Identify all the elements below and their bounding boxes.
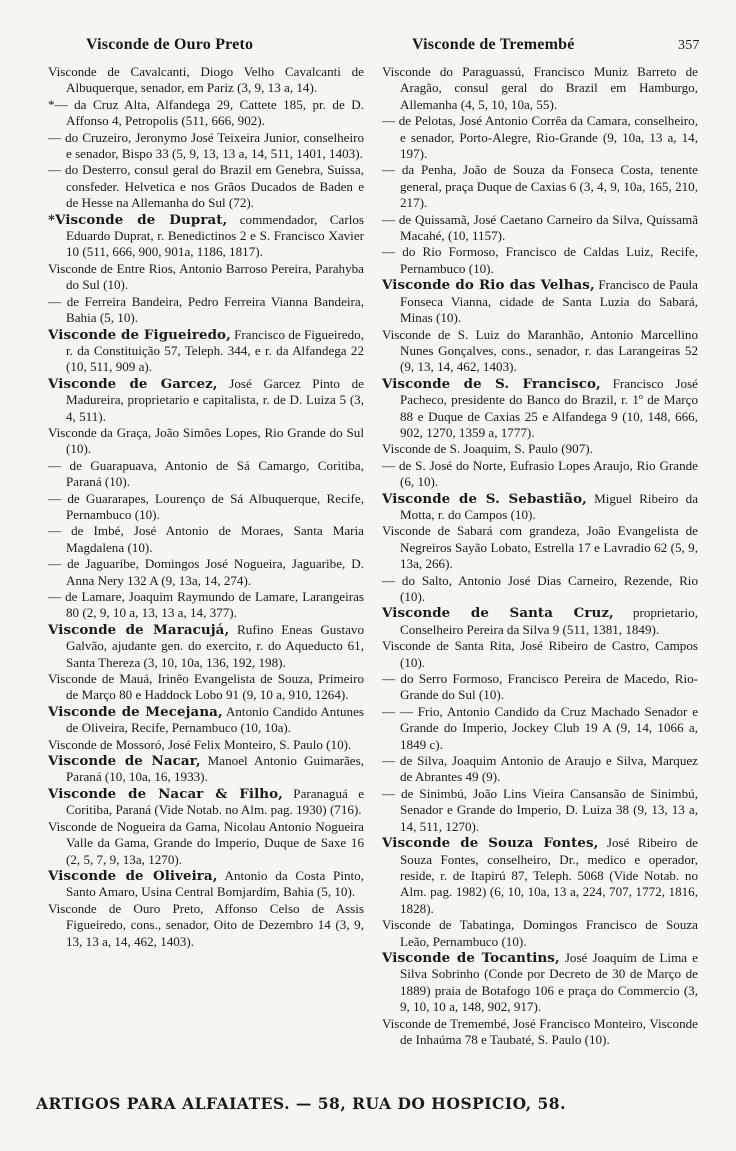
directory-entry <box>48 327 364 376</box>
entry-name: Visconde de Nacar, <box>48 753 201 770</box>
entry-text: Miguel Ribeiro da Motta, r. do Campos (10). <box>400 490 699 522</box>
entry-text: Visconde de Tremembé, José Francisco Monteiro, Visconde de Inhaúma 78 e Taubaté, S. Paulo (10). <box>382 1015 698 1047</box>
entry-text: José Garcez Pinto de Madureira, proprietario e capitalista, r. de D. Luiza 5 (3, 4, 511). <box>66 375 364 424</box>
entry-text: — da Penha, João de Souza da Fonseca Costa, tenente general, praça Duque de Caxias 6 (3, 4, 9, 10a, 165, 210, 217). <box>382 162 698 211</box>
entry-text: Visconde de S. Joaquim, S. Paulo (907). <box>382 441 593 457</box>
directory-entry <box>382 786 698 835</box>
entry-name: Visconde de Tocantins, <box>382 949 560 966</box>
entry-text: Rufino Eneas Gustavo Galvão, ajudante gen. do exercito, r. do Aqueducto 61, Santa Thereza (3, 10, 10a, 136, 192, 198). <box>66 621 364 670</box>
entry-text: Visconde de Tabatinga, Domingos Francisco de Souza Leão, Pernambuco (10). <box>382 917 698 949</box>
directory-entry <box>48 458 364 491</box>
entry-text: — do Desterro, consul geral do Brazil em Genebra, Suissa, consfeder. Helvetica e nos Grãos Ducados de Baden e de Hesse na Allemanha do Sul (72). <box>48 162 364 211</box>
directory-entry <box>48 737 364 753</box>
directory-entry <box>382 458 698 491</box>
entry-text: José Joaquim de Lima e Silva Sobrinho (Conde por Decreto de 30 de Março de 1889) praia de Botafogo 106 e praça do Commercio (3, 9, 10, 10 a, 148, 902, 917). <box>400 949 698 1015</box>
directory-entry <box>48 901 364 950</box>
directory-entry <box>382 491 698 524</box>
directory-entry <box>48 523 364 556</box>
entry-text: — do Rio Formoso, Francisco de Caldas Luiz, Recife, Pernambuco (10). <box>382 244 698 276</box>
entry-text: Visconde de Nogueira da Gama, Nicolau Antonio Nogueira Valle da Gama, Grande do Imperio, Duque de Saxe 16 (2, 5, 7, 9, 13a, 1270). <box>48 818 364 867</box>
entry-text: — de Imbé, José Antonio de Moraes, Santa Maria Magdalena (10). <box>48 523 364 555</box>
entry-text: — de Ferreira Bandeira, Pedro Ferreira Vianna Bandeira, Bahia (5, 10). <box>48 293 364 326</box>
directory-entry <box>48 556 364 589</box>
entry-text: Visconde de Ouro Preto, Affonso Celso de Assis Figueiredo, cons., senador, Oito de Dezembro 14 (3, 9, 13, 13 a, 14, 462, 1403). <box>48 900 364 949</box>
entry-text: José Ribeiro de Souza Fontes, conselheiro, Dr., medico e operador, reside, r. de Itapirú 87, Teleph. 5068 (Vide Notab. no Alm. pag. 1982) (6, 10, 10a, 13 a, 224, 707, 1772, 1816, 1828). <box>400 835 698 916</box>
directory-entry <box>382 162 698 211</box>
entry-name: Visconde de Maracujá, <box>48 621 230 638</box>
entry-text: Paranaguá e Coritiba, Paraná (Vide Notab. no Alm. pag. 1930) (716). <box>66 785 365 818</box>
directory-entry <box>48 622 364 671</box>
directory-entry <box>382 212 698 245</box>
entry-name: Visconde de Oliveira, <box>48 867 218 884</box>
directory-entry <box>382 950 698 1016</box>
right-column <box>382 64 698 1048</box>
entry-text: — de Quissamã, José Caetano Carneiro da Silva, Quissamã Macahé, (10, 1157). <box>382 211 698 244</box>
entry-text: Visconde de Mossoró, José Felix Monteiro, S. Paulo (10). <box>48 736 352 752</box>
entry-text: Visconde de Entre Rios, Antonio Barroso Pereira, Parahyba do Sul (10). <box>48 260 364 293</box>
entry-text: — de Pelotas, José Antonio Corrêa da Camara, conselheiro, e senador, Porto-Alegre, Rio-Grande (9, 10a, 13 a, 14, 197). <box>382 113 698 162</box>
entry-text: proprietario, Conselheiro Pereira da Silva 9 (511, 1381, 1849). <box>400 605 698 637</box>
directory-entry <box>382 523 698 572</box>
directory-entry <box>382 327 698 376</box>
entry-text: — de Guararapes, Lourenço de Sá Albuquerque, Recife, Pernambuco (10). <box>48 490 364 522</box>
entry-name: *Visconde de Duprat, <box>48 211 228 228</box>
entry-text: Francisco José Pacheco, presidente do Banco do Brazil, r. 1º de Março 88 e Duque de Caxias 25 e Alfandega 9 (10, 148, 666, 902, 1270, 1359 a, 1777). <box>400 375 698 440</box>
directory-entry <box>48 589 364 622</box>
entry-text: — de Silva, Joaquim Antonio de Araujo e Silva, Marquez de Abrantes 49 (9). <box>382 753 698 785</box>
advertisement-footer: ARTIGOS PARA ALFAIATES. — 58, RUA DO HOSPICIO, 58. <box>36 1094 566 1113</box>
directory-entry <box>48 162 364 211</box>
entry-text: — do Salto, Antonio José Dias Carneiro, Rezende, Rio (10). <box>382 572 698 604</box>
directory-entry <box>382 441 698 457</box>
entry-text: — de Guarapuava, Antonio de Sá Camargo, Coritiba, Paraná (10). <box>48 457 364 490</box>
directory-entry <box>382 113 698 162</box>
entry-name: Visconde de S. Francisco, <box>382 375 601 392</box>
directory-entry <box>48 64 364 97</box>
directory-entry <box>48 868 364 901</box>
entry-text: Visconde de Sabará com grandeza, João Evangelista de Negreiros Sayão Lobato, Estrella 17 e Lavradio 62 (5, 9, 13a, 266). <box>382 523 698 572</box>
page-number: 357 <box>678 38 700 53</box>
entry-text: — do Serro Formoso, Francisco Pereira de Macedo, Rio-Grande do Sul (10). <box>382 671 698 703</box>
directory-entry <box>382 917 698 950</box>
entry-name: Visconde de Santa Cruz, <box>382 605 614 622</box>
entry-name: Visconde de Figueiredo, <box>48 326 231 343</box>
entry-text: — de S. José do Norte, Eufrasio Lopes Araujo, Rio Grande (6, 10). <box>382 457 698 490</box>
entry-text: Visconde de Cavalcanti, Diogo Velho Cavalcanti de Albuquerque, senador, em Pariz (3, 9, 13 a, 14). <box>48 64 364 96</box>
entry-name: Visconde de Nacar & Filho, <box>48 785 283 802</box>
directory-entry <box>48 819 364 868</box>
left-column <box>48 64 364 950</box>
running-head-right: Visconde de Tremembé <box>412 36 575 53</box>
directory-entry <box>48 786 364 819</box>
entry-name: Visconde de Mecejana, <box>48 703 223 720</box>
directory-entry <box>48 97 364 130</box>
entry-text: — de Jaguaribe, Domingos José Nogueira, Jaguaribe, D. Anna Nery 132 A (9, 13a, 14, 274). <box>48 556 364 588</box>
directory-entry <box>382 573 698 606</box>
entry-text: *— da Cruz Alta, Alfandega 29, Cattete 185, pr. de D. Affonso 4, Petropolis (511, 666, 902). <box>48 96 364 129</box>
entry-text: Francisco de Paula Fonseca Vianna, cidade de Santa Luzia do Sabará, Minas (10). <box>400 277 698 326</box>
entry-name: Visconde do Rio das Velhas, <box>382 277 595 294</box>
directory-entry <box>382 704 698 753</box>
entry-text: commendador, Carlos Eduardo Duprat, r. Benedictinos 2 e S. Francisco Xavier 10 (511, 666, 900, 901a, 1186, 1817). <box>66 211 364 260</box>
directory-entry <box>382 835 698 917</box>
directory-entry <box>382 671 698 704</box>
entry-text: — do Cruzeiro, Jeronymo José Teixeira Junior, conselheiro e senador, Bispo 33 (5, 9, 13, 13 a, 14, 511, 1401, 1403). <box>48 129 364 162</box>
entry-text: Visconde da Graça, João Simões Lopes, Rio Grande do Sul (10). <box>48 424 364 457</box>
directory-entry <box>48 212 364 261</box>
directory-entry <box>382 638 698 671</box>
directory-entry <box>48 130 364 163</box>
entry-text: — — Frio, Antonio Candido da Cruz Machado Senador e Grande do Imperio, Jockey Club 19 A (9, 14, 1066 a, 1849 c). <box>382 703 698 752</box>
directory-entry <box>48 376 364 425</box>
directory-entry <box>48 425 364 458</box>
entry-name: Visconde de Souza Fontes, <box>382 835 599 852</box>
directory-entry <box>48 294 364 327</box>
entry-text: Visconde do Paraguassú, Francisco Muniz Barreto de Aragão, consul geral do Brazil em Hamburgo, Allemanha (4, 5, 10, 10a, 55). <box>382 64 698 112</box>
entry-text: Visconde de Santa Rita, José Ribeiro de Castro, Campos (10). <box>382 638 698 670</box>
entry-text: Antonio Candido Antunes de Oliveira, Recife, Pernambuco (10, 10a). <box>66 703 364 736</box>
directory-entry <box>382 1016 698 1049</box>
entry-text: Manoel Antonio Guimarães, Paraná (10, 10a, 16, 1933). <box>66 753 364 785</box>
directory-entry <box>382 244 698 277</box>
entry-text: Antonio da Costa Pinto, Santo Amaro, Usina Central Bomjardim, Bahia (5, 10). <box>66 867 364 900</box>
entry-text: Visconde de S. Luiz do Maranhão, Antonio Marcellino Nunes Gonçalves, cons., senador, r. das Larangeiras 52 (9, 13, 14, 462, 1403). <box>382 326 698 375</box>
directory-entry <box>48 753 364 786</box>
directory-entry <box>48 491 364 524</box>
directory-entry <box>382 376 698 442</box>
directory-entry <box>48 261 364 294</box>
entry-text: — de Lamare, Joaquim Raymundo de Lamare, Larangeiras 80 (2, 9, 10 a, 13, 13 a, 14, 377). <box>48 589 364 621</box>
directory-entry <box>48 671 364 704</box>
entry-text: — de Sinimbú, João Lins Vieira Cansansão de Sinimbú, Senador e Grande do Imperio, D. Luiza 38 (9, 13, 13 a, 14, 511, 1270). <box>382 785 698 834</box>
running-head-left: Visconde de Ouro Preto <box>86 36 254 53</box>
directory-entry <box>382 753 698 786</box>
entry-name: Visconde de S. Sebastião, <box>382 490 587 507</box>
entry-text: Francisco de Figueiredo, r. da Constituição 57, Teleph. 344, e r. da Alfandega 22 (10, 511, 909 a). <box>66 326 364 375</box>
entry-text: Visconde de Mauá, Irinêo Evangelista de Souza, Primeiro de Março 80 e Haddock Lobo 91 (9, 10 a, 910, 1264). <box>48 671 364 703</box>
directory-entry <box>48 704 364 737</box>
entry-name: Visconde de Garcez, <box>48 375 218 392</box>
directory-entry <box>382 64 698 113</box>
directory-entry <box>382 277 698 326</box>
directory-entry <box>382 605 698 638</box>
